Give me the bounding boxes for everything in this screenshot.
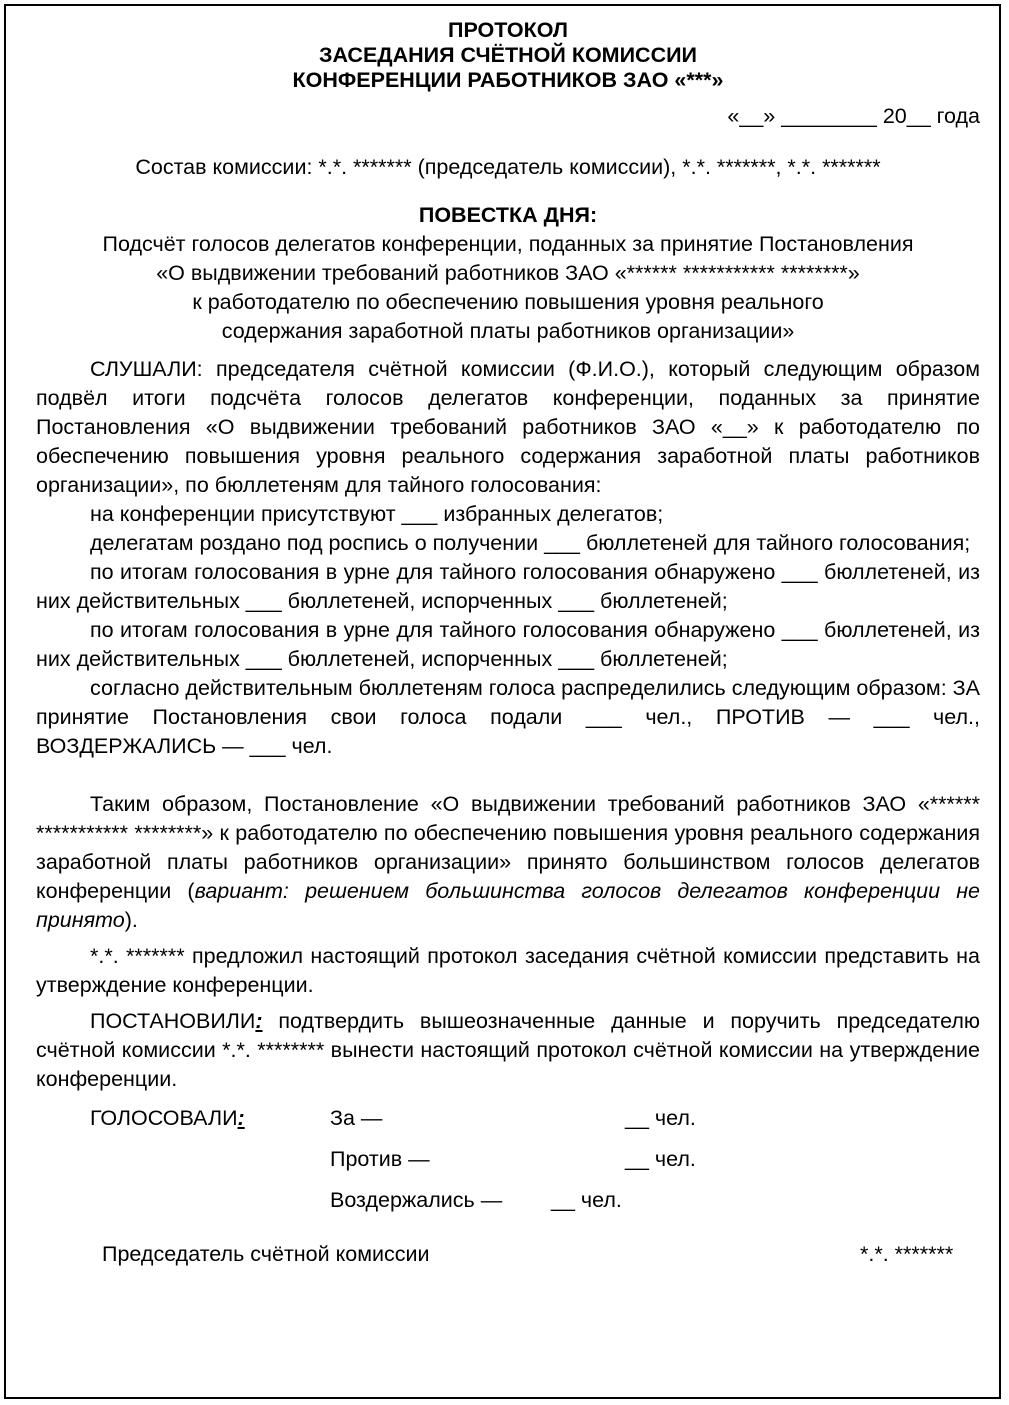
resolved-text: подтвердить вышеозначенные данные и поручить председателю счётной комиссии *.*. ******** вынести настоящий протокол счётной комиссии на утверждение конференции. — [36, 1009, 980, 1091]
document-date: «__» ________ 20__ года — [727, 104, 980, 128]
resolved-colon: : — [255, 1009, 263, 1033]
title-line-2: ЗАСЕДАНИЯ СЧЁТНОЙ КОМИССИИ — [318, 43, 698, 67]
voting-results-2: по итогам голосования в урне для тайного голосования обнаружено ___ бюллетеней, из них действительных ___ бюллетеней, испорченных ___ бюллетеней; — [36, 618, 980, 671]
commission-composition: Состав комиссии: *.*. ******* (председатель комиссии), *.*. *******, *.*. ******* — [135, 155, 881, 179]
signature-block — [36, 1240, 980, 1270]
agenda-heading: ПОВЕСТКА ДНЯ: — [418, 203, 598, 227]
title-line-3: КОНФЕРЕНЦИИ РАБОТНИКОВ ЗАО «***» — [292, 68, 724, 92]
voting-label: ГОЛОСОВАЛИ — [90, 1106, 238, 1130]
delegates-present: на конференции присутствуют ___ избранных делегатов; — [90, 502, 664, 526]
resolved-paragraph — [36, 1007, 980, 1094]
title-line-1: ПРОТОКОЛ — [448, 18, 568, 42]
votes-distribution: согласно действительным бюллетеням голоса распределились следующим образом: ЗА принятие Постановления свои голоса подали ___ чел., ПРОТИВ — ___ чел., ВОЗДЕРЖАЛИСЬ — ___ чел. — [36, 676, 980, 758]
conclusion-text: Таким образом, Постановление «О выдвижении требований работников ЗАО «****** *********** ********» к работодателю по обеспечению повышения уровня реального содержания заработной платы работников организации» принято большинством голосов делегатов конференции ( — [36, 792, 980, 903]
vote-against-count: __ чел. — [625, 1147, 696, 1171]
vote-abstain-label: Воздержались — — [330, 1188, 503, 1212]
vote-against-label: Против — — [330, 1147, 430, 1171]
agenda-line-4: содержания заработной платы работников организации» — [221, 319, 795, 343]
proposal-paragraph: *.*. ******* предложил настоящий протокол заседания счётной комиссии представить на утверждение конференции. — [36, 944, 980, 997]
voting-colon: : — [237, 1106, 245, 1130]
agenda-line-3: к работодателю по обеспечению повышения уровня реального — [192, 290, 824, 314]
conclusion-paragraph — [36, 790, 980, 935]
signature-role: Председатель счётной комиссии — [102, 1242, 430, 1266]
protocol-document — [36, 18, 980, 1270]
signature-name: *.*. ******* — [860, 1242, 954, 1266]
vote-for-label: За — — [330, 1106, 383, 1130]
conclusion-end: ). — [124, 908, 138, 932]
voting-results-1: по итогам голосования в урне для тайного голосования обнаружено ___ бюллетеней, из них действительных ___ бюллетеней, испорченных ___ бюллетеней; — [36, 560, 980, 613]
agenda-line-2: «О выдвижении требований работников ЗАО «****** *********** ********» — [156, 261, 860, 285]
conclusion-variant: вариант: решением большинства голосов делегатов конференции не принято — [36, 879, 980, 932]
voting-block — [36, 1104, 980, 1234]
vote-for-count: __ чел. — [625, 1106, 696, 1130]
vote-abstain-count: __ чел. — [551, 1188, 622, 1212]
voting-label-wrap — [90, 1104, 245, 1133]
heard-paragraph: СЛУШАЛИ: председателя счётной комиссии (Ф.И.О.), который следующим образом подвёл итоги подсчёта голосов делегатов конференции, поданных за принятие Постановления «О выдвижении требований работников ЗАО «__» к работодателю по обеспечению повышения уровня реального содержания заработной платы работников организации», по бюллетеням для тайного голосования: — [36, 357, 980, 497]
agenda-line-1: Подсчёт голосов делегатов конференции, поданных за принятие Постановления — [102, 232, 914, 256]
resolved-label: ПОСТАНОВИЛИ — [90, 1009, 256, 1033]
ballots-distributed: делегатам роздано под роспись о получении ___ бюллетеней для тайного голосования; — [90, 531, 971, 555]
